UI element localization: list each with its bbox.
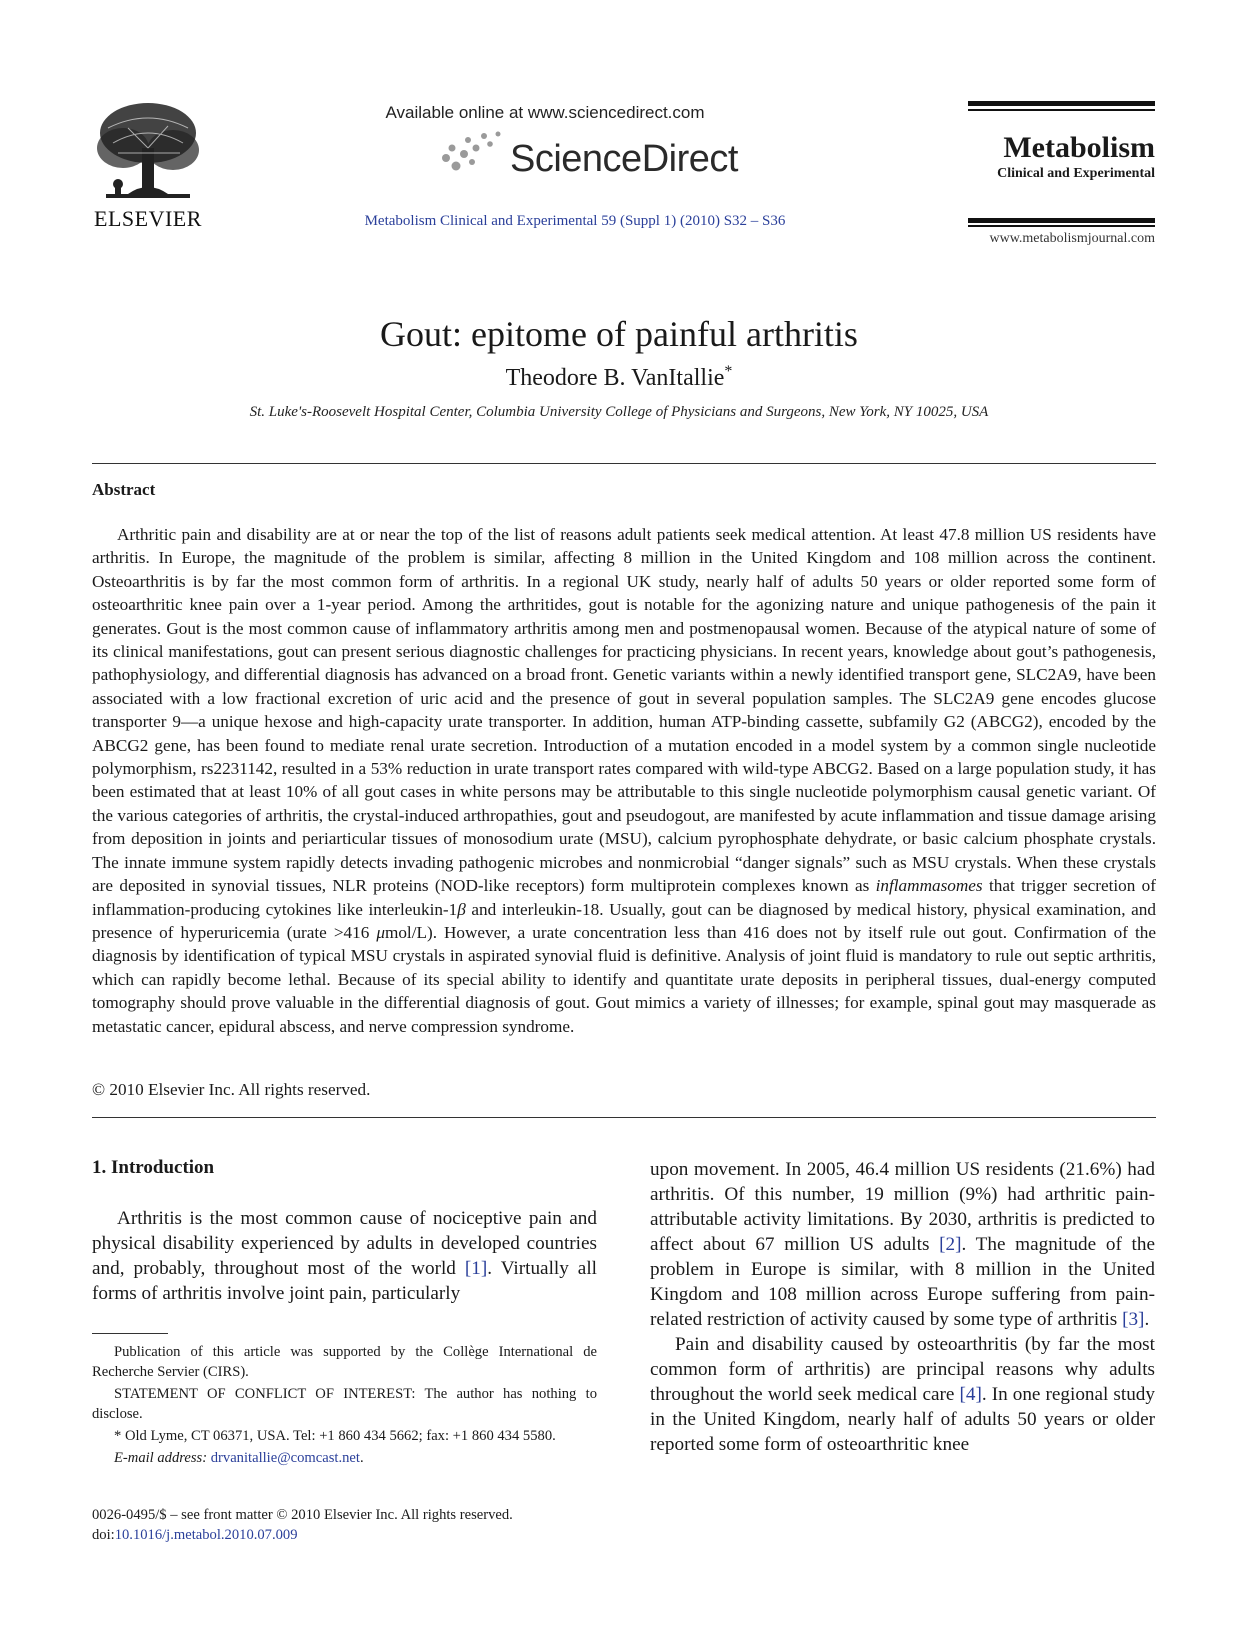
footnote-support: Publication of this article was supported by the Collège International de Recherche Servier (CIRS). xyxy=(92,1344,597,1380)
abstract-text: Arthritic pain and disability are at or near the top of the list of reasons adult patients seek medical attention. At least 47.8 million US residents have arthritis. In Europe, the magnitude of the problem is similar, affecting 8 million in the United Kingdom and 108 million across the continent. Osteoarthritis is by far the most common form of arthritis. In a regional UK study, nearly half of adults 50 years or older reported some form of osteoarthritic knee pain over a 1-year period. Among the arthritides, gout is notable for the agonizing nature and unique pathogenesis of the pain it generates. Gout is the most common cause of inflammatory arthritis among men and postmenopausal women. Because of the atypical nature of some of its clinical manifestations, gout can present serious diagnostic challenges for practicing physicians. In recent years, knowledge about gout’s pathogenesis, pathophysiology, and differential diagnosis has advanced on a broad front. Genetic variants within a newly identified transport gene, SLC2A9, have been associated with a low fractional excretion of uric acid and the presence of gout in several population samples. The SLC2A9 gene encodes glucose transporter 9—a unique hexose and high-capacity urate transporter. In addition, human ATP-binding cassette, subfamily G2 (ABCG2), encoded by the ABCG2 gene, has been found to mediate renal urate secretion. Introduction of a mutation encoded in a model system by a common single nucleotide polymorphism, rs2231142, resulted in a 53% reduction in urate transport rates compared with wild-type ABCG2. Based on a large population study, it has been estimated that at least 10% of all gout cases in white persons may be attributable to this single nucleotide polymorphism causal genetic variant. Of the various categories of arthritis, the crystal-induced arthropathies, gout and pseudogout, are manifested by acute inflammation and tissue damage arising from deposition in joints and periarticular tissues of monosodium urate (MSU), calcium pyrophosphate dehydrate, or basic calcium phosphate crystals. The innate immune system rapidly detects invading pathogenic microbes and nonmicrobial “danger signals” such as MSU crystals. When these crystals are deposited in synovial tissues, NLR proteins (NOD-like receptors) form multiprotein complexes known as inflammasomes that trigger secretion of inflammation-producing cytokines like interleukin-1β and interleukin-18. Usually, gout can be diagnosed by medical history, physical examination, and presence of hyperuricemia (urate >416 μmol/L). However, a urate concentration less than 416 does not by itself rule out gout. Confirmation of the diagnosis by identification of typical MSU crystals in aspirated synovial fluid is definitive. Analysis of joint fluid is mandatory to rule out septic arthritis, which can rapidly become lethal. Because of its special ability to identify and quantitate urate deposits in peripheral tissues, dual-energy computed tomography should prove valuable in the differential diagnosis of gout. Gout mimics a variety of illnesses; for example, spinal gout may masquerade as metastatic cancer, epidural abscess, and nerve compression syndrome. xyxy=(92,525,1156,1036)
footnote-rule xyxy=(92,1333,168,1334)
author-footnote-mark[interactable]: * xyxy=(724,363,733,380)
journal-subtitle: Clinical and Experimental xyxy=(997,166,1155,181)
section-heading-introduction: 1. Introduction xyxy=(92,1157,215,1178)
sciencedirect-dots-icon xyxy=(438,128,508,174)
author-affiliation: St. Luke's-Roosevelt Hospital Center, Columbia University College of Physicians and Surgeons, New York, NY 10025, USA xyxy=(249,404,989,420)
reference-link-4[interactable]: [4] xyxy=(959,1384,982,1405)
footnote-conflict: STATEMENT OF CONFLICT OF INTEREST: The author has nothing to disclose. xyxy=(92,1386,597,1422)
abstract-heading: Abstract xyxy=(92,480,156,499)
article-author xyxy=(0,363,1238,392)
sciencedirect-wordmark: ScienceDirect xyxy=(510,138,738,180)
journal-rule-top xyxy=(968,101,1155,106)
journal-url[interactable]: www.metabolismjournal.com xyxy=(989,231,1155,246)
right-column xyxy=(650,1157,1155,1457)
reference-link-1[interactable]: [1] xyxy=(464,1258,488,1279)
divider-top xyxy=(92,463,1156,464)
footnotes xyxy=(92,1342,597,1470)
article-title: Gout: epitome of painful arthritis xyxy=(380,314,858,354)
divider-bottom xyxy=(92,1117,1156,1118)
journal-rule-bottom xyxy=(968,218,1155,223)
intro-paragraph-2: Pain and disability caused by osteoarthritis (by far the most common form of arthritis) are principal reasons why adults throughout the world seek medical care [4]. In one regional study in the United Kingdom, nearly half of adults 50 years or older reported some form of osteoarthritic knee xyxy=(650,1334,1155,1455)
doi-link[interactable]: 10.1016/j.metabol.2010.07.009 xyxy=(114,1527,298,1543)
footnote-email: E-mail address: drvanitallie@comcast.net. xyxy=(114,1450,364,1466)
doi-line: doi:10.1016/j.metabol.2010.07.009 xyxy=(92,1527,298,1543)
footnote-contact: * Old Lyme, CT 06371, USA. Tel: +1 860 434 5662; fax: +1 860 434 5580. xyxy=(114,1428,556,1444)
intro-paragraph-1-continued: upon movement. In 2005, 46.4 million US residents (21.6%) had arthritis. Of this number, 19 million (9%) had arthritic pain-attributable activity limitations. By 2030, arthritis is predicted to affect about 67 million US adults [2]. The magnitude of the problem in Europe is similar, with 8 million in the United Kingdom and 108 million across Europe suffering from pain-related restriction of activity caused by some type of arthritis [3]. xyxy=(650,1159,1155,1330)
email-link[interactable]: drvanitallie@comcast.net xyxy=(210,1450,360,1466)
abstract-copyright: © 2010 Elsevier Inc. All rights reserved. xyxy=(92,1080,371,1099)
front-matter xyxy=(92,1505,597,1545)
publisher-name: ELSEVIER xyxy=(94,206,202,231)
front-matter-line: 0026-0495/$ – see front matter © 2010 Elsevier Inc. All rights reserved. xyxy=(92,1507,513,1523)
journal-citation[interactable]: Metabolism Clinical and Experimental 59 (Suppl 1) (2010) S32 – S36 xyxy=(364,213,786,229)
journal-rule-top-thin xyxy=(968,109,1155,111)
journal-name: Metabolism xyxy=(1003,131,1155,164)
journal-rule-bottom-thin xyxy=(968,225,1155,227)
intro-paragraph-1: Arthritis is the most common cause of nociceptive pain and physical disability experienced by adults in developed countries and, probably, throughout most of the world [1]. Virtually all forms of arthritis involve joint pain, particularly xyxy=(92,1208,597,1304)
author-name: Theodore B. VanItallie xyxy=(505,365,725,391)
reference-link-2[interactable]: [2] xyxy=(939,1234,962,1255)
available-online: Available online at www.sciencedirect.com xyxy=(385,103,705,122)
reference-link-3[interactable]: [3] xyxy=(1122,1309,1145,1330)
